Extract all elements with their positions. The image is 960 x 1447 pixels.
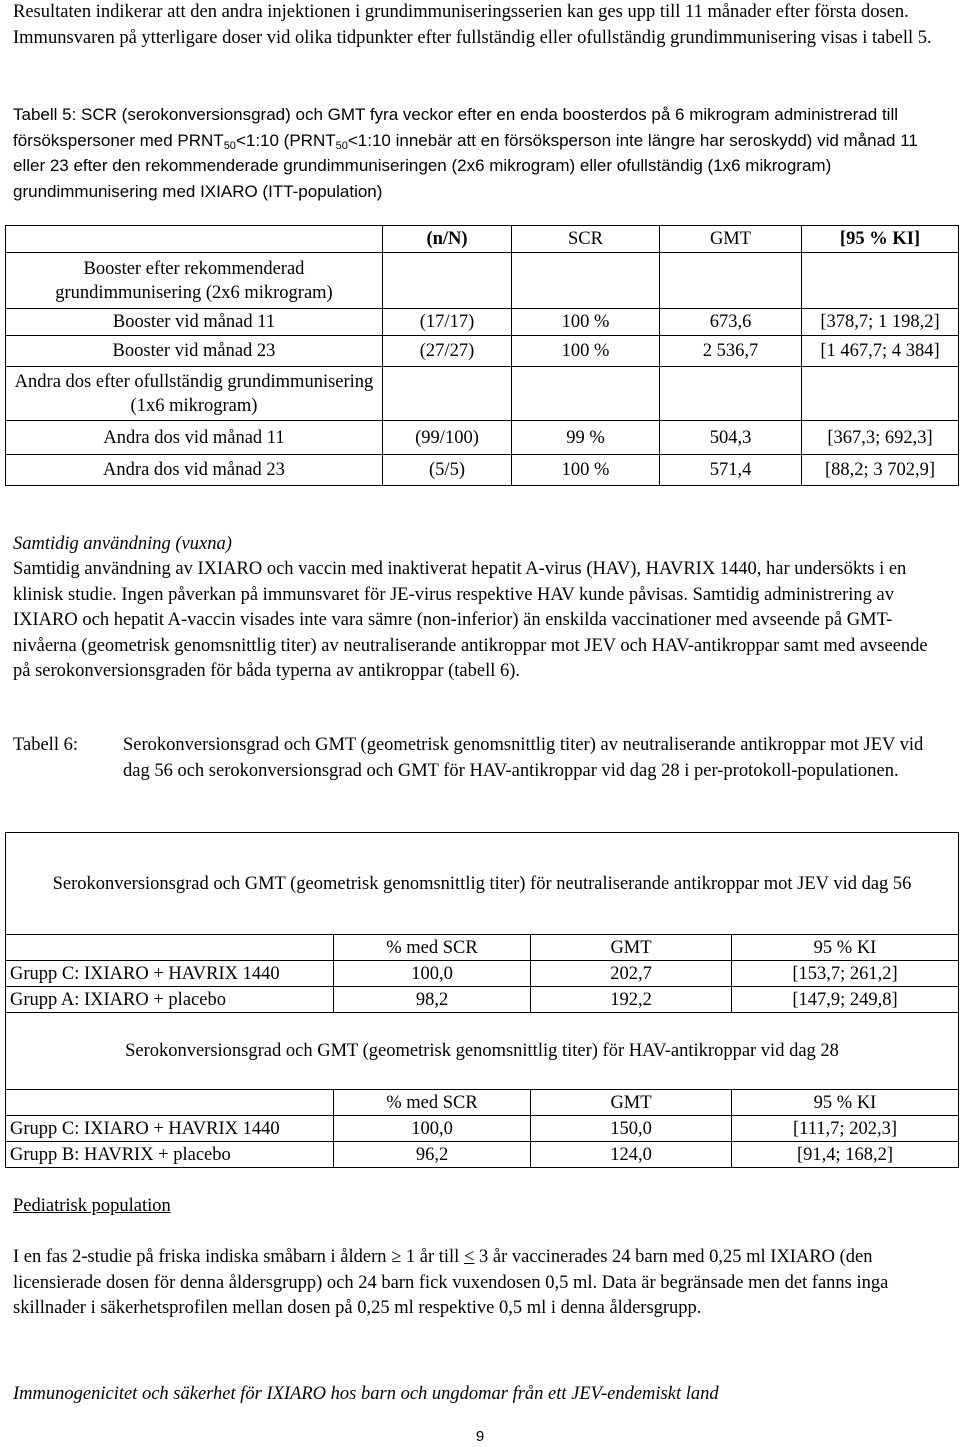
table5-header-gmt: GMT (660, 226, 802, 253)
table6-section-title-row (6, 1013, 959, 1090)
table5-header-nn: (n/N) (383, 226, 512, 253)
table5 (5, 225, 959, 486)
table6-header-row: % med SCR GMT 95 % KI (6, 1090, 959, 1116)
table6-label: Tabell 6: (13, 735, 78, 755)
table5-group-row (6, 253, 959, 309)
pediatric-heading: Pediatrisk population (13, 1196, 171, 1216)
intro-paragraph: Resultaten indikerar att den andra injektionen i grundimmuniseringsserien kan ges upp till 11 månader efter första dosen. Immunsvaren på ytterligare doser vid olika tidpunkter efter fullständig eller ofullständig grundimmunisering visas i tabell 5. (13, 2, 932, 48)
table-row: Grupp C: IXIARO + HAVRIX 1440 100,0 150,0 [111,7; 202,3] (6, 1116, 959, 1142)
table5-header-row (6, 226, 959, 253)
table-row: Andra dos vid månad 23 (5/5) 100 % 571,4 [88,2; 3 702,9] (6, 455, 959, 486)
table6-section1-title: Serokonversionsgrad och GMT (geometrisk genomsnittlig titer) för neutraliserande antikroppar mot JEV vid dag 56 (6, 833, 959, 935)
pediatric-paragraph: I en fas 2-studie på friska indiska småbarn i åldern ≥ 1 år till < 3 år vaccinerades 24 barn med 0,25 ml IXIARO (den licensierade dosen för denna åldersgrupp) och 24 barn fick vuxendosen 0,5 ml. Data är begränsade men det fanns inga skillnader i säkerhetsprofilen mellan dosen på 0,25 ml respektive 0,5 ml i denna åldersgrupp. (13, 1247, 889, 1318)
concomitant-paragraph: Samtidig användning av IXIARO och vaccin med inaktiverat hepatit A-virus (HAV), HAVRIX 1440, har undersökts i en klinisk studie. Ingen påverkan på immunsvaret för JE-virus respektive HAV kunde påvisas. Samtidig administrering av IXIARO och hepatit A-vaccin visades inte vara sämre (non-inferior) än enskilda vaccinationer med avseende på GMT-nivåerna (geometrisk genomsnittlig titer) av neutraliserande antikroppar mot JEV och HAV-antikroppar samt med avseende på serokonversionsgraden för båda typerna av antikroppar (tabell 6). (13, 559, 928, 681)
table-row: Grupp A: IXIARO + placebo 98,2 192,2 [147,9; 249,8] (6, 987, 959, 1013)
table-row: Booster vid månad 11 (17/17) 100 % 673,6 [378,7; 1 198,2] (6, 309, 959, 336)
table5-header-scr: SCR (512, 226, 660, 253)
table6-section2-title: Serokonversionsgrad och GMT (geometrisk genomsnittlig titer) för HAV-antikroppar vid dag 28 (6, 1013, 959, 1090)
table6-header-row: % med SCR GMT 95 % KI (6, 935, 959, 961)
table5-group2-label: Andra dos efter ofullständig grundimmunisering (1x6 mikrogram) (6, 367, 383, 421)
table-row: Andra dos vid månad 11 (99/100) 99 % 504,3 [367,3; 692,3] (6, 421, 959, 455)
table6 (5, 832, 959, 1168)
table6-section-title-row (6, 833, 959, 935)
page-number: 9 (475, 1428, 485, 1445)
table6-caption: Serokonversionsgrad och GMT (geometrisk genomsnittlig titer) av neutraliserande antikroppar mot JEV vid dag 56 och serokonversionsgrad och GMT för HAV-antikroppar vid dag 28 i per-protokoll-populationen. (123, 735, 924, 781)
table-row: Booster vid månad 23 (27/27) 100 % 2 536,7 [1 467,7; 4 384] (6, 336, 959, 367)
table5-caption: Tabell 5: SCR (serokonversionsgrad) och GMT fyra veckor efter en enda boosterdos på 6 mikrogram administrerad till försökspersoner med $PRNT_{50}<1:10$ ($PRNT_{50}<1:10$ innebär att en försöksperson inte längre har seroskydd) vid månad 11 eller 23 efter den rekommenderade grundimmuniseringen (2x6 mikrogram) eller ofullständig (1x6 mikrogram) grundimmunisering med IXIARO (ITT-population) (13, 105, 918, 201)
endemic-heading: Immunogenicitet och säkerhet för IXIARO hos barn och ungdomar från ett JEV-endemiskt land (13, 1384, 719, 1404)
table5-header-ci: [95 % KI] (802, 226, 959, 253)
concomitant-heading: Samtidig användning (vuxna) (13, 534, 232, 554)
table5-group1-label: Booster efter rekommenderad grundimmunisering (2x6 mikrogram) (6, 253, 383, 309)
table5-group-row (6, 367, 959, 421)
table-row: Grupp B: HAVRIX + placebo 96,2 124,0 [91,4; 168,2] (6, 1142, 959, 1168)
table-row: Grupp C: IXIARO + HAVRIX 1440 100,0 202,7 [153,7; 261,2] (6, 961, 959, 987)
